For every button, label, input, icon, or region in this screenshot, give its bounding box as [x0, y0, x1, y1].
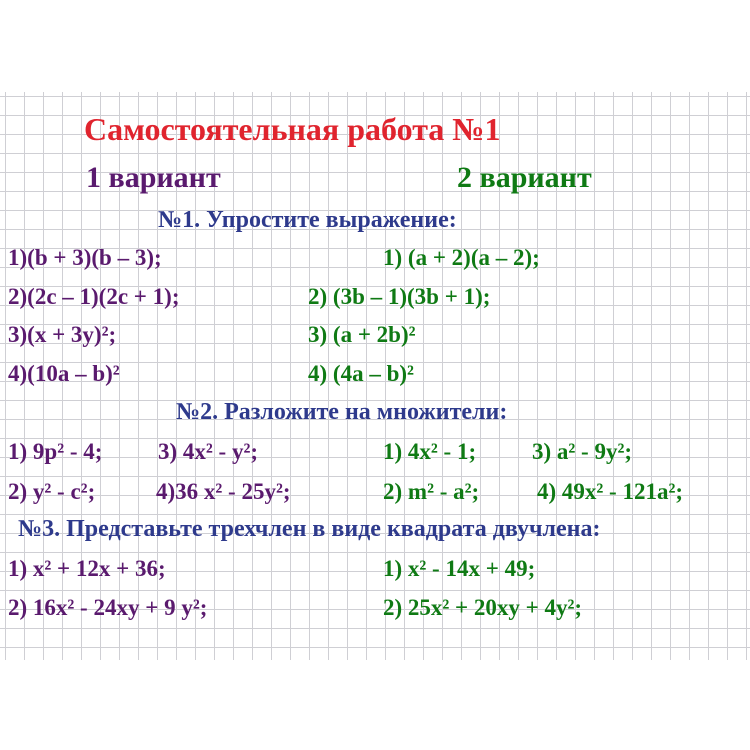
task-2-v2-item-1: 1) 4x² - 1;: [383, 439, 477, 464]
task-2-v2-item-2: 2) m² - a²;: [383, 479, 480, 504]
task-1-v2-item-4: 4) (4a – b)²: [308, 361, 414, 386]
task-3-v1-item-1: 1) x² + 12x + 36;: [8, 556, 166, 581]
task-2-v1-item-4: 4)36 x² - 25y²;: [156, 479, 291, 504]
variant-1-label: 1 вариант: [86, 161, 221, 194]
task-2-v2-item-3: 3) a² - 9y²;: [532, 439, 633, 464]
task-1-v2-item-3: 3) (a + 2b)²: [308, 322, 416, 347]
task-3-v2-item-2: 2) 25x² + 20xy + 4y²;: [383, 595, 583, 620]
task-1-heading: №1. Упростите выражение:: [158, 207, 457, 233]
task-3-heading: №3. Представьте трехчлен в виде квадрата двучлена:: [18, 516, 601, 542]
task-1-v2-item-2: 2) (3b – 1)(3b + 1);: [308, 284, 491, 309]
task-2-heading: №2. Разложите на множители:: [176, 399, 508, 425]
task-2-v2-item-4: 4) 49x² - 121a²;: [537, 479, 684, 504]
task-1-v2-item-1: 1) (a + 2)(a – 2);: [383, 245, 540, 270]
task-1-v1-item-1: 1)(b + 3)(b – 3);: [8, 245, 162, 270]
variant-2-label: 2 вариант: [457, 161, 592, 194]
task-2-v1-item-1: 1) 9p² - 4;: [8, 439, 103, 464]
task-2-v1-item-3: 3) 4x² - y²;: [158, 439, 259, 464]
worksheet-title: Самостоятельная работа №1: [84, 111, 501, 147]
task-1-v1-item-3: 3)(x + 3y)²;: [8, 322, 117, 347]
task-3-v2-item-1: 1) x² - 14x + 49;: [383, 556, 536, 581]
task-2-v1-item-2: 2) y² - c²;: [8, 479, 96, 504]
task-3-v1-item-2: 2) 16x² - 24xy + 9 y²;: [8, 595, 208, 620]
task-1-v1-item-2: 2)(2c – 1)(2c + 1);: [8, 284, 180, 309]
task-1-v1-item-4: 4)(10a – b)²: [8, 361, 120, 386]
